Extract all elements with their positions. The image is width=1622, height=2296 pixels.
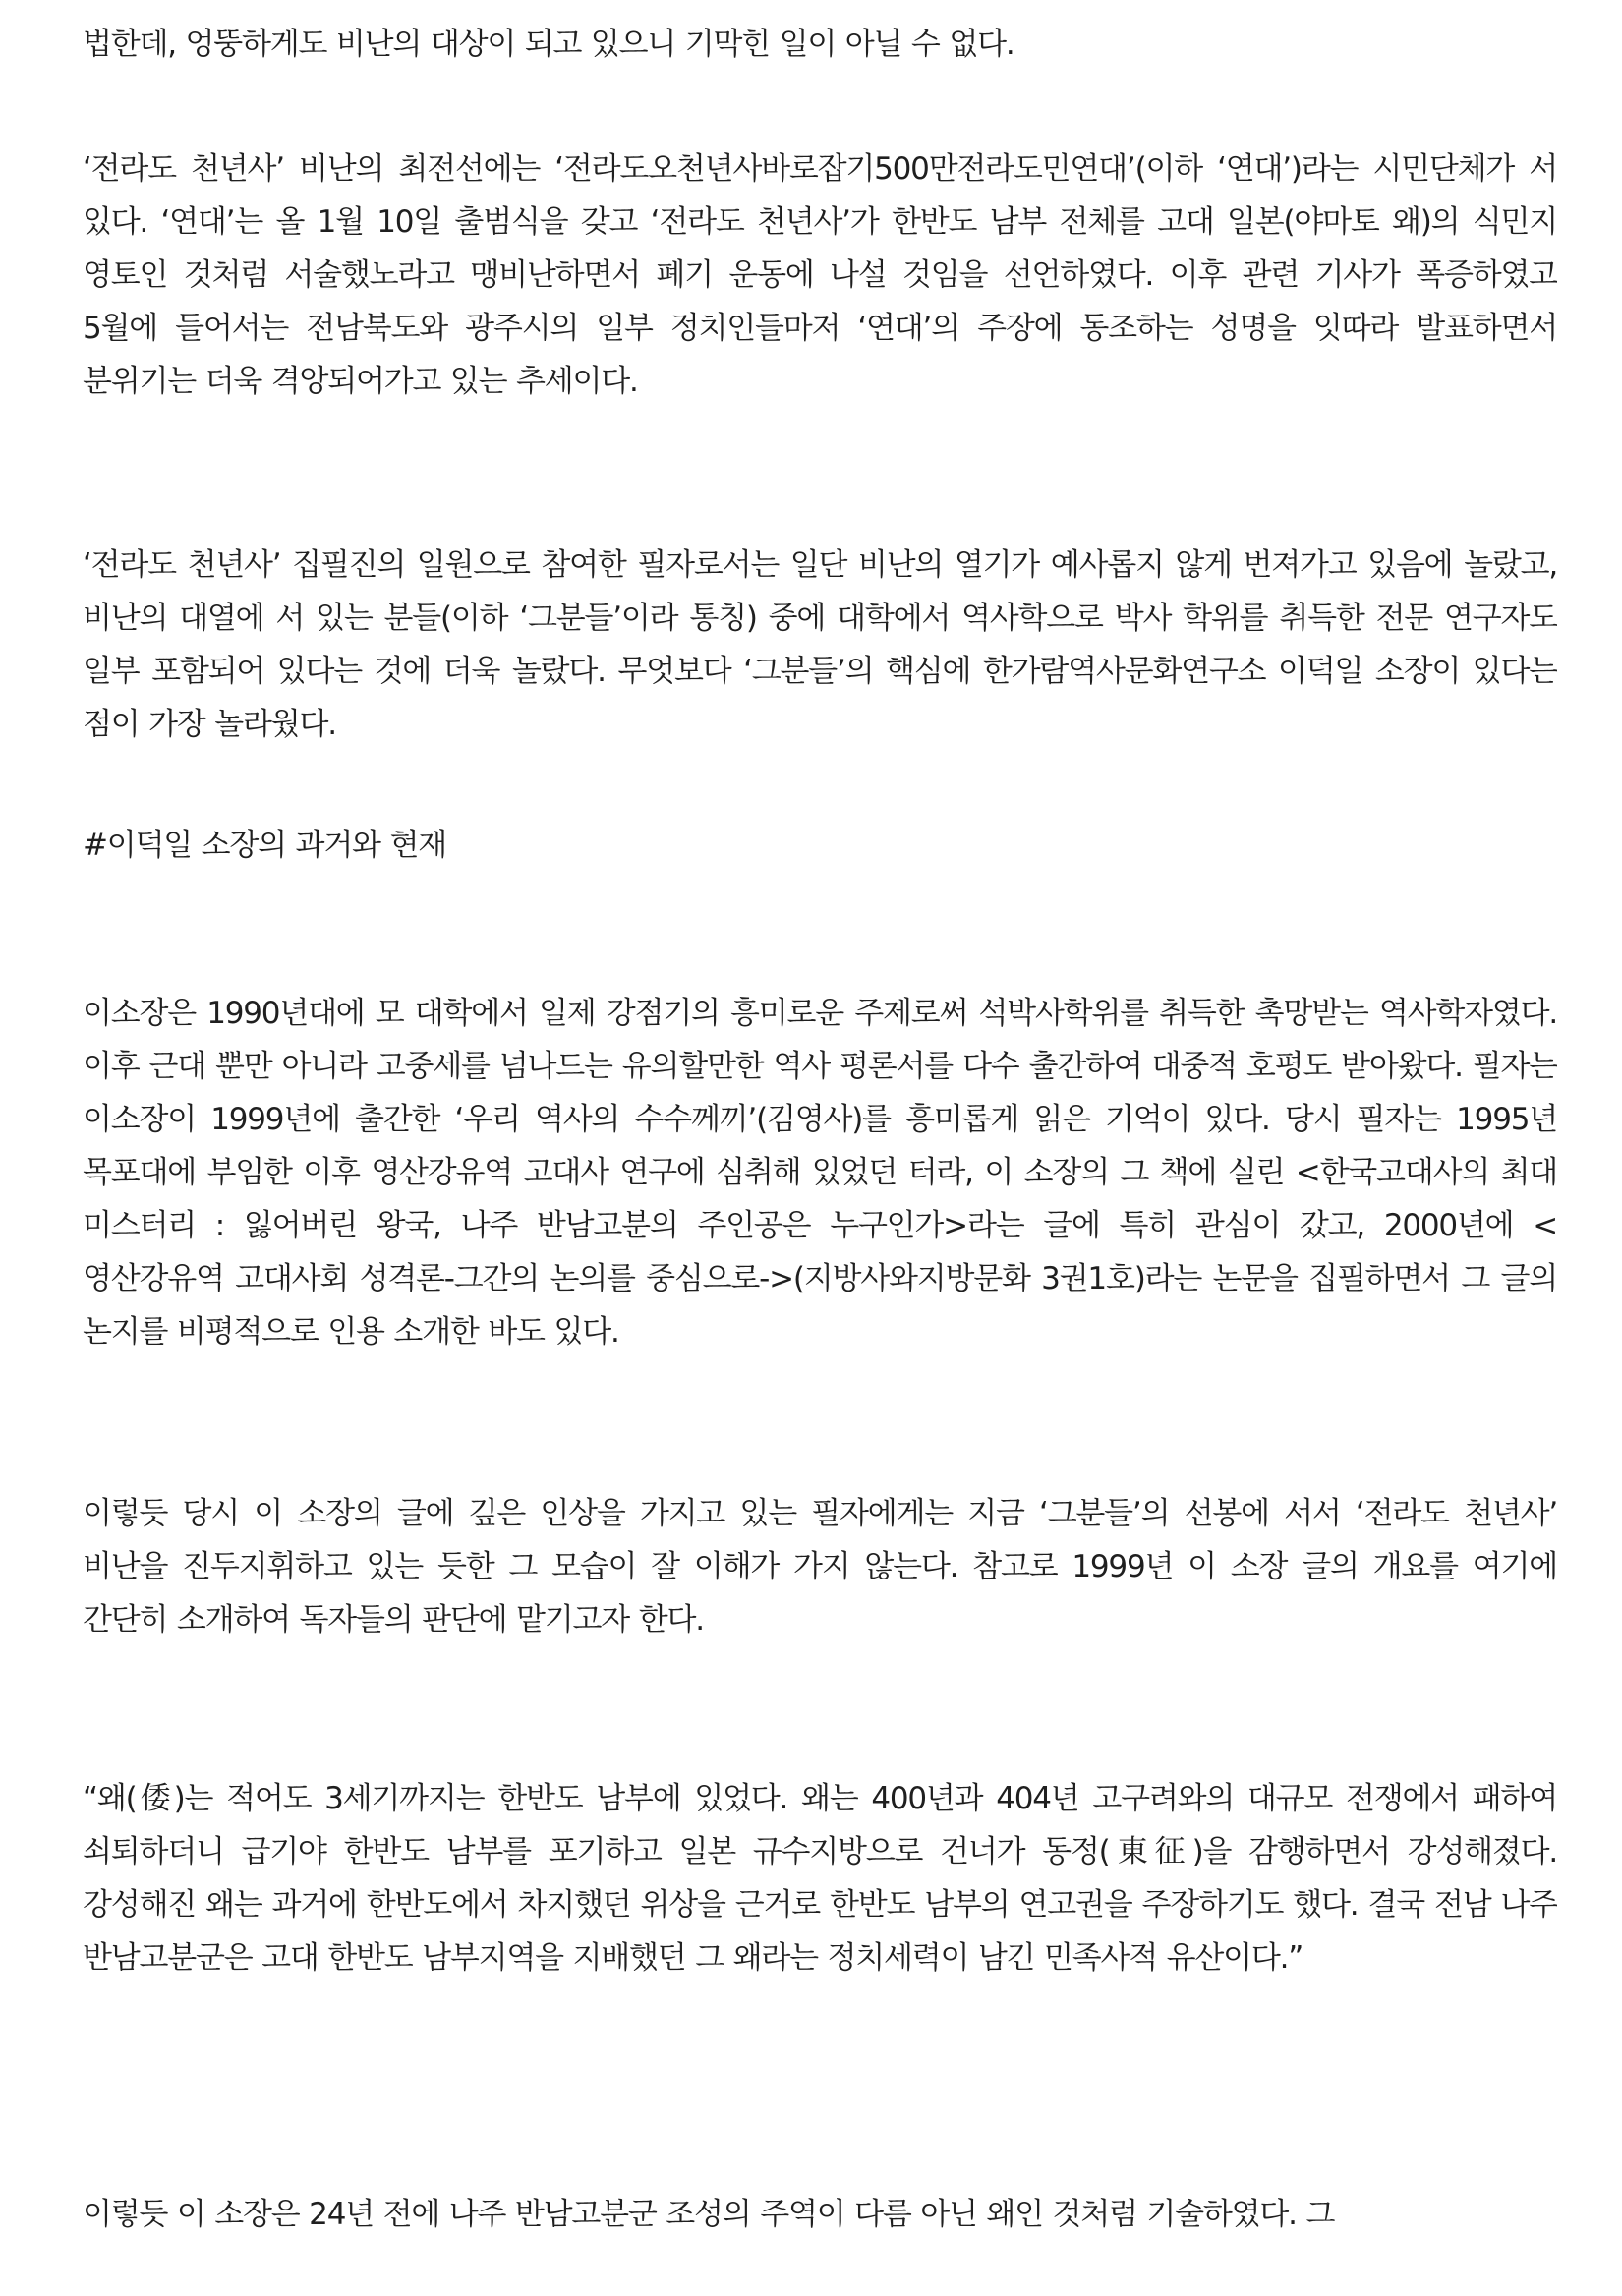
paragraph-director-background: 이소장은 1990년대에 모 대학에서 일제 강점기의 흥미로운 주제로써 석박사학위를 취득한 촉망받는 역사학자였다. 이후 근대 뿐만 아니라 고중세를 넘나드는 유의할만한 역사 평론서를 다수 출간하여 대중적 호평도 받아왔다. 필자는 이소장이 1999년에 출간한 ‘우리 역사의 수수께끼’(김영사)를 흥미롭게 읽은 기억이 있다. 당시 필자는 1995년 목포대에 부임한 이후 영산강유역 고대사 연구에 심취해 있었던 터라, 이 소장의 그 책에 실린 <한국고대사의 최대 미스터리 : 잃어버린 왕국, 나주 반남고분의 주인공은 누구인가>라는 글에 특히 관심이 갔고, 2000년에 <영산강유역 고대사회 성격론-그간의 논의를 중심으로->(지방사와지방문화 3권1호)라는 논문을 집필하면서 그 글의 논지를 비평적으로 인용 소개한 바도 있다.	[83, 996, 1557, 1349]
paragraph-quotation: “왜(倭)는 적어도 3세기까지는 한반도 남부에 있었다. 왜는 400년과 404년 고구려와의 대규모 전쟁에서 패하여 쇠퇴하더니 급기야 한반도 남부를 포기하고 일본 규수지방으로 건너가 동정(東征)을 감행하면서 강성해졌다. 강성해진 왜는 과거에 한반도에서 차지했던 위상을 근거로 한반도 남부의 연고권을 주장하기도 했다. 결국 전남 나주 반남고분군은 고대 한반도 남부지역을 지배했던 그 왜라는 정치세력이 남긴 민족사적 유산이다.”	[83, 1781, 1557, 1976]
document-page	[83, 0, 1557, 2296]
section-heading: #이덕일 소장의 과거와 현재	[83, 828, 446, 863]
paragraph-author-surprise: ‘전라도 천년사’ 집필진의 일원으로 참여한 필자로서는 일단 비난의 열기가 예사롭지 않게 번져가고 있음에 놀랐고, 비난의 대열에 서 있는 분들(이하 ‘그분들’이라 통칭) 중에 대학에서 역사학으로 박사 학위를 취득한 전문 연구자도 일부 포함되어 있다는 것에 더욱 놀랐다. 무엇보다 ‘그분들’의 핵심에 한가람역사문화연구소 이덕일 소장이 있다는 점이 가장 놀라웠다.	[83, 547, 1557, 742]
paragraph-alliance-criticism: ‘전라도 천년사’ 비난의 최전선에는 ‘전라도오천년사바로잡기500만전라도민연대’(이하 ‘연대’)라는 시민단체가 서 있다. ‘연대’는 올 1월 10일 출범식을 갖고 ‘전라도 천년사’가 한반도 남부 전체를 고대 일본(야마토 왜)의 식민지 영토인 것처럼 서술했노라고 맹비난하면서 폐기 운동에 나설 것임을 선언하였다. 이후 관련 기사가 폭증하였고 5월에 들어서는 전남북도와 광주시의 일부 정치인들마저 ‘연대’의 주장에 동조하는 성명을 잇따라 발표하면서 분위기는 더욱 격앙되어가고 있는 추세이다.	[83, 151, 1557, 399]
paragraph-author-confusion: 이렇듯 당시 이 소장의 글에 깊은 인상을 가지고 있는 필자에게는 지금 ‘그분들’의 선봉에 서서 ‘전라도 천년사’ 비난을 진두지휘하고 있는 듯한 그 모습이 잘 이해가 가지 않는다. 참고로 1999년 이 소장 글의 개요를 여기에 간단히 소개하여 독자들의 판단에 맡기고자 한다.	[83, 1496, 1557, 1637]
paragraph-closing-fragment: 이렇듯 이 소장은 24년 전에 나주 반남고분군 조성의 주역이 다름 아닌 왜인 것처럼 기술하였다. 그	[83, 2197, 1335, 2232]
paragraph-opening-continuation: 법한데, 엉뚱하게도 비난의 대상이 되고 있으니 기막힌 일이 아닐 수 없다.	[83, 27, 1014, 62]
